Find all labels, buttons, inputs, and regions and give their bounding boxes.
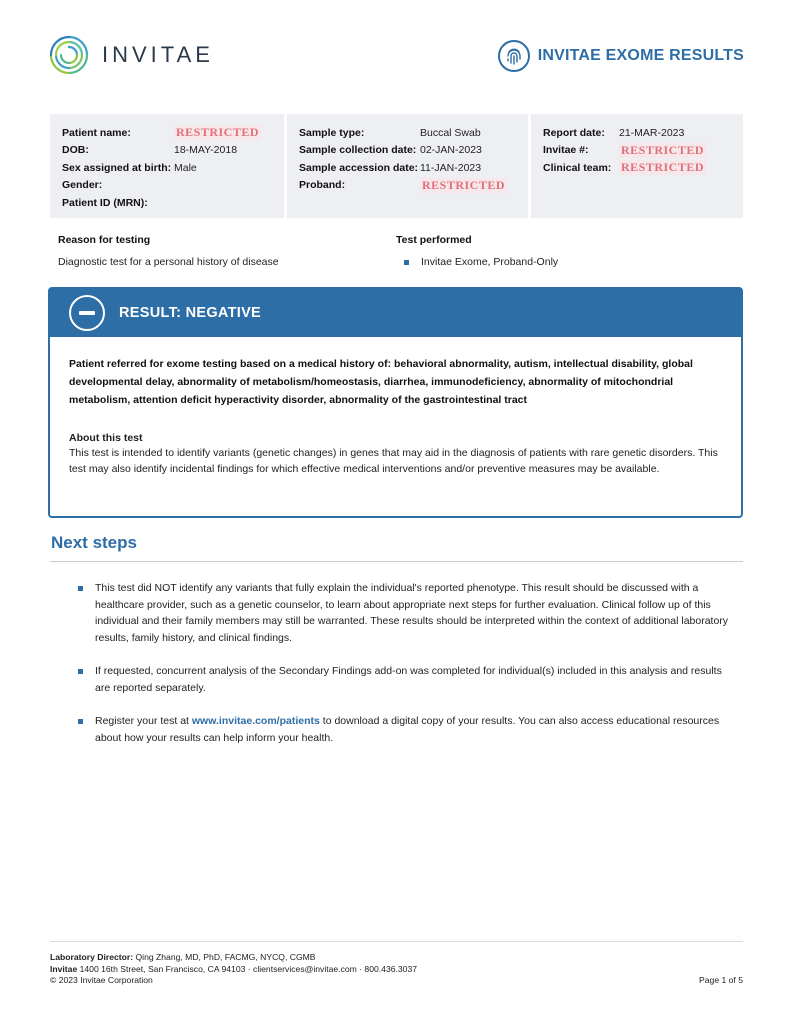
patient-name-row — [62, 124, 272, 142]
result-header — [50, 289, 741, 337]
report-column — [531, 114, 743, 218]
report-title: INVITAE EXOME RESULTS — [537, 47, 744, 64]
page-number: Page 1 of 5 — [699, 975, 743, 985]
step-text — [95, 713, 730, 746]
collection-date-row — [299, 142, 516, 160]
patient-info-band — [50, 114, 743, 218]
referral-text: Patient referred for exome testing based on a medical history of: behavioral abnormality, autism, intellectual disability, global developmental delay, abnormality of metabolism/homeostasis, diarrhea, immunodeficiency, abnormality of mitochondrial metabolism, attention deficit hyperactivity disorder, abnormality of the gastrointestinal tract — [69, 358, 693, 406]
sample-type-value: Buccal Swab — [420, 126, 481, 139]
result-box — [48, 287, 743, 518]
reason-for-testing — [58, 234, 279, 268]
invitae-number-value: RESTRICTED — [621, 142, 705, 157]
test-performed-heading: Test performed — [396, 234, 472, 246]
about-text: This test is intended to identify variants (genetic changes) in genes that may aid in the diagnosis of patients with rare genetic disorders. This test may also identify incidental findings for which effective medical interventions and/or preventive measures may be available. — [69, 447, 718, 475]
sample-type-row — [299, 124, 516, 142]
result-title: RESULT: NEGATIVE — [119, 305, 262, 321]
dob-value: 18-MAY-2018 — [174, 144, 238, 157]
sample-type-label: Sample type: — [299, 126, 365, 139]
mrn-label: Patient ID (MRN): — [62, 196, 148, 209]
gender-row — [62, 177, 272, 195]
next-steps-title: Next steps — [51, 533, 137, 552]
clinical-team-label: Clinical team: — [543, 161, 612, 174]
about-heading: About this test — [69, 432, 143, 444]
clinical-team-row — [543, 159, 731, 177]
list-item — [78, 663, 730, 696]
mrn-row — [62, 194, 272, 212]
sex-row — [62, 159, 272, 177]
patients-portal-link[interactable]: www.invitae.com/patients — [191, 715, 320, 727]
fingerprint-icon — [498, 40, 530, 72]
minus-circle-icon — [69, 295, 105, 331]
next-steps-list — [78, 580, 730, 763]
director-value: Qing Zhang, MD, PhD, FACMG, NYCQ, CGMB — [133, 952, 316, 962]
collection-date-value: 02-JAN-2023 — [420, 144, 482, 157]
page-header — [48, 34, 744, 84]
reason-heading: Reason for testing — [58, 234, 151, 246]
sex-value: Male — [174, 161, 197, 174]
patient-name-label: Patient name: — [62, 126, 131, 139]
patient-column — [50, 114, 284, 218]
footer-divider — [50, 941, 743, 942]
gender-label: Gender: — [62, 179, 103, 192]
director-line — [50, 952, 743, 964]
dob-row — [62, 142, 272, 160]
accession-date-label: Sample accession date: — [299, 161, 419, 174]
divider — [50, 561, 743, 562]
director-label: Laboratory Director: — [50, 952, 134, 962]
reason-text: Diagnostic test for a personal history of disease — [58, 256, 279, 268]
company-label: Invitae — [50, 963, 78, 974]
copyright: © 2023 Invitae Corporation — [50, 975, 153, 985]
test-performed-text: Invitae Exome, Proband-Only — [421, 256, 559, 268]
list-item — [78, 580, 730, 646]
clinical-team-value: RESTRICTED — [621, 160, 705, 175]
logo-wordmark: INVITAE — [102, 42, 214, 67]
sample-column — [287, 114, 528, 218]
invitae-logo — [48, 34, 214, 76]
list-item — [78, 713, 730, 746]
patient-name-value: RESTRICTED — [176, 125, 260, 140]
square-bullet-icon — [78, 586, 83, 591]
report-brand — [498, 40, 744, 72]
company-line — [50, 964, 743, 976]
square-bullet-icon — [78, 669, 83, 674]
step-text: If requested, concurrent analysis of the Secondary Findings add-on was completed for individual(s) included in this analysis and results are reported separately. — [95, 665, 722, 694]
company-value: 1400 16th Street, San Francisco, CA 94103 · clientservices@invitae.com · 800.436.3037 — [77, 963, 418, 974]
invitae-number-row — [543, 142, 731, 160]
dob-label: DOB: — [62, 144, 89, 157]
result-body — [50, 337, 741, 477]
page-footer — [50, 952, 743, 987]
report-date-label: Report date: — [543, 126, 605, 139]
proband-label: Proband: — [299, 179, 346, 192]
accession-date-row — [299, 159, 516, 177]
proband-value: RESTRICTED — [422, 177, 506, 192]
sex-label: Sex assigned at birth: — [62, 161, 172, 174]
step-text-post: to download a digital copy of your results. You can also access educational resources about how your results can help inform your health. — [95, 715, 720, 744]
collection-date-label: Sample collection date: — [299, 144, 417, 157]
square-bullet-icon — [404, 260, 409, 265]
accession-date-value: 11-JAN-2023 — [420, 161, 482, 174]
invitae-number-label: Invitae #: — [543, 144, 589, 157]
step-text-pre: Register your test at — [95, 715, 192, 727]
invitae-swirl-icon — [48, 34, 90, 76]
test-performed-item — [396, 256, 558, 268]
report-date-row — [543, 124, 731, 142]
proband-row — [299, 177, 516, 195]
test-performed — [396, 234, 558, 268]
report-date-value: 21-MAR-2023 — [619, 126, 685, 139]
square-bullet-icon — [78, 719, 83, 724]
step-text: This test did NOT identify any variants that fully explain the individual's reported phenotype. This result should be discussed with a healthcare provider, such as a genetic counselor, to learn about appropriate next steps for further evaluation. Clinical follow up of this individual and their family members may still be warranted. These results should be interpreted within the context of additional laboratory results, family history, and clinical findings. — [95, 582, 729, 644]
